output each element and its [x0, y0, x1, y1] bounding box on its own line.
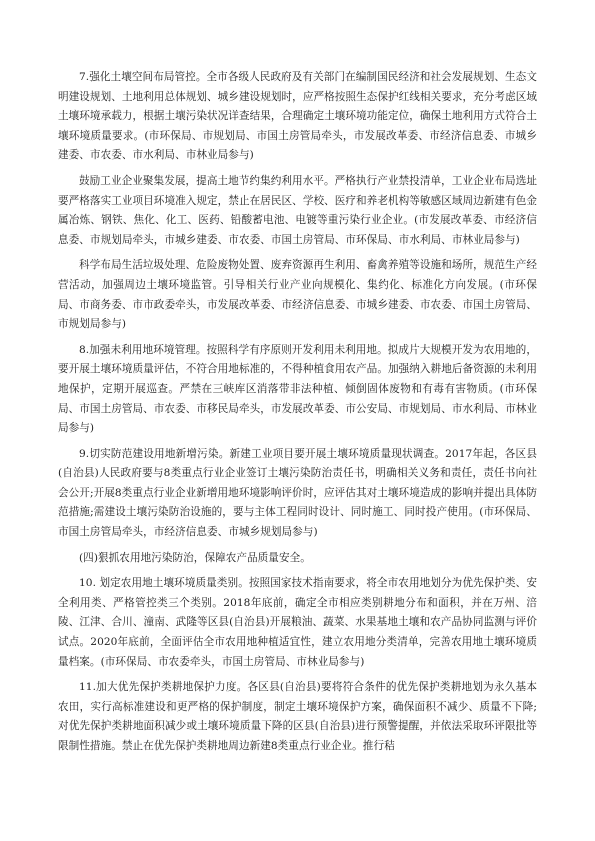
paragraph-8-unused-land: 8.加强未利用地环境管理。按照科学有序原则开发利用未利用地。拟成片大规模开发为农用地的，要开展土壤环境质量评估，不符合用地标准的，不得种植食用农产品。加强纳入耕地后备资源的未利用地保护，定期开展巡查。严禁在三峡库区消落带非法种植、倾倒固体废物和有毒有害物质。(市环保局、市国土房管局、市农委、市移民局牵头，市发展改革委、市公安局、市规划局、市水利局、市林业局参与) [58, 343, 537, 435]
paragraph-industrial-agglomeration: 鼓励工业企业聚集发展，提高土地节约集约利用水平。严格执行产业禁投清单，工业企业布局选址要严格落实工业项目环境准入规定，禁止在居民区、学校、医疗和养老机构等敏感区域周边新建有色金属冶炼、钢铁、焦化、化工、医药、铅酸蓄电池、电镀等重污染行业企业。(市发展改革委、市经济信息委、市规划局牵头，市城乡建委、市农委、市国土房管局、市环保局、市水利局、市林业局参与) [58, 174, 537, 246]
paragraph-7-spatial-layout: 7.强化土壤空间布局管控。全市各级人民政府及有关部门在编制国民经济和社会发展规划、生态文明建设规划、土地利用总体规划、城乡建设规划时，应严格按照生态保护红线相关要求，充分考虑区域土壤环境承载力，根据土壤污染状况详查结果，合理确定土壤环境功能定位，确保土地利用方式符合土壤环境质量要求。(市环保局、市规划局、市国土房管局牵头，市发展改革委、市经济信息委、市城乡建委、市农委、市水利局、市林业局参与) [58, 71, 537, 162]
paragraph-facility-layout: 科学布局生活垃圾处理、危险废物处置、废弃资源再生利用、畜禽养殖等设施和场所，规范生产经营活动，加强周边土壤环境监管。引导相关行业产业向规模化、集约化、标准化方向发展。(市环保局、市商务委、市市政委牵头，市发展改革委、市经济信息委、市城乡建委、市农委、市国土房管局、市规划局参与) [58, 259, 537, 331]
section-heading-agricultural-land: (四)狠抓农用地污染防治，保障农产品质量安全。 [79, 551, 311, 564]
paragraph-11-priority-protection: 11.加大优先保护类耕地保护力度。各区县(自治县)要将符合条件的优先保护类耕地划为永久基本农田，实行高标准建设和更严格的保护制度，制定土壤环境保护方案，确保面积不减少、质量不下降;对优先保护类耕地面积减少或土壤环境质量下降的区县(自治县)进行预警提醒，并依法采取环评限批等限制性措施。禁止在优先保护类耕地周边新建8类重点行业企业。推行秸 [58, 681, 537, 752]
paragraph-9-construction-land: 9.切实防范建设用地新增污染。新建工业项目要开展土壤环境质量现状调查。2017年起，各区县(自治县)人民政府要与8类重点行业企业签订土壤污染防治责任书，明确相关义务和责任，责任书向社会公开;开展8类重点行业企业新增用地环境影响评价时，应评估其对土壤环境造成的影响并提出具体防范措施;需建设土壤污染防治设施的，要与主体工程同时设计、同时施工、同时投产使用。(市环保局、市国土房管局牵头，市经济信息委、市城乡规划局参与) [58, 447, 537, 539]
paragraph-10-land-classification: 10. 划定农用地土壤环境质量类别。按照国家技术指南要求，将全市农用地划分为优先保护类、安全利用类、严格管控类三个类别。2018年底前，确定全市相应类别耕地分布和面积，并在万州、涪陵、江津、合川、潼南、武隆等区县(自治县)开展粮油、蔬菜、水果基地土壤和农产品协同监测与评价试点。2020年底前，全面评估全市农用地种植适宜性，建立农用地分类清单，完善农用地土壤环境质量档案。(市环保局、市农委牵头，市国土房管局、市林业局参与) [58, 577, 537, 668]
